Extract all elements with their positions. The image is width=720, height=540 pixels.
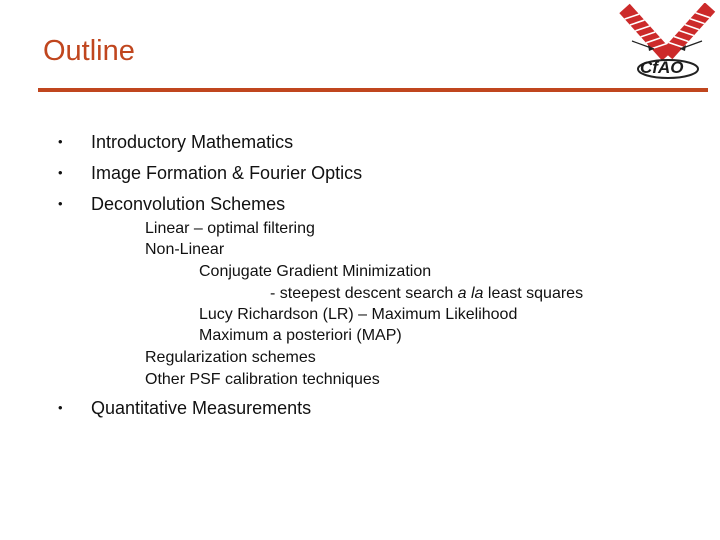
bullet-marker: • — [58, 196, 63, 211]
sub-item-nonlinear: Non-Linear — [145, 241, 225, 258]
sub-item-regularization: Regularization schemes — [145, 349, 316, 366]
bullet-item-introductory — [58, 129, 458, 155]
bullet-text: Deconvolution Schemes — [91, 194, 286, 214]
logo-text: CfAO — [640, 58, 684, 77]
steepest-prefix: - steepest descent search — [270, 285, 458, 302]
bullet-item-quantitative — [58, 395, 458, 421]
bullet-marker: • — [58, 400, 63, 415]
bullet-text: Quantitative Measurements — [91, 398, 312, 418]
sub-item-psf-calibration: Other PSF calibration techniques — [145, 371, 380, 388]
bullet-item-image-formation — [58, 160, 458, 186]
sub-item-map: Maximum a posteriori (MAP) — [199, 327, 402, 344]
bullet-marker: • — [58, 134, 63, 149]
bullet-text: Image Formation & Fourier Optics — [91, 163, 363, 183]
sub-item-linear: Linear – optimal filtering — [145, 220, 315, 237]
sub-item-steepest-descent — [270, 284, 583, 304]
slide-title: Outline — [43, 35, 135, 67]
bullet-text: Introductory Mathematics — [91, 132, 294, 152]
bullet-item-deconvolution — [58, 191, 458, 217]
title-divider — [38, 88, 708, 92]
sub-item-lucy-richardson: Lucy Richardson (LR) – Maximum Likelihood — [199, 306, 518, 323]
steepest-italic: a la — [457, 285, 484, 302]
steepest-suffix: least squares — [483, 285, 584, 302]
bullet-marker: • — [58, 165, 63, 180]
sub-item-conjugate-gradient: Conjugate Gradient Minimization — [199, 263, 432, 280]
